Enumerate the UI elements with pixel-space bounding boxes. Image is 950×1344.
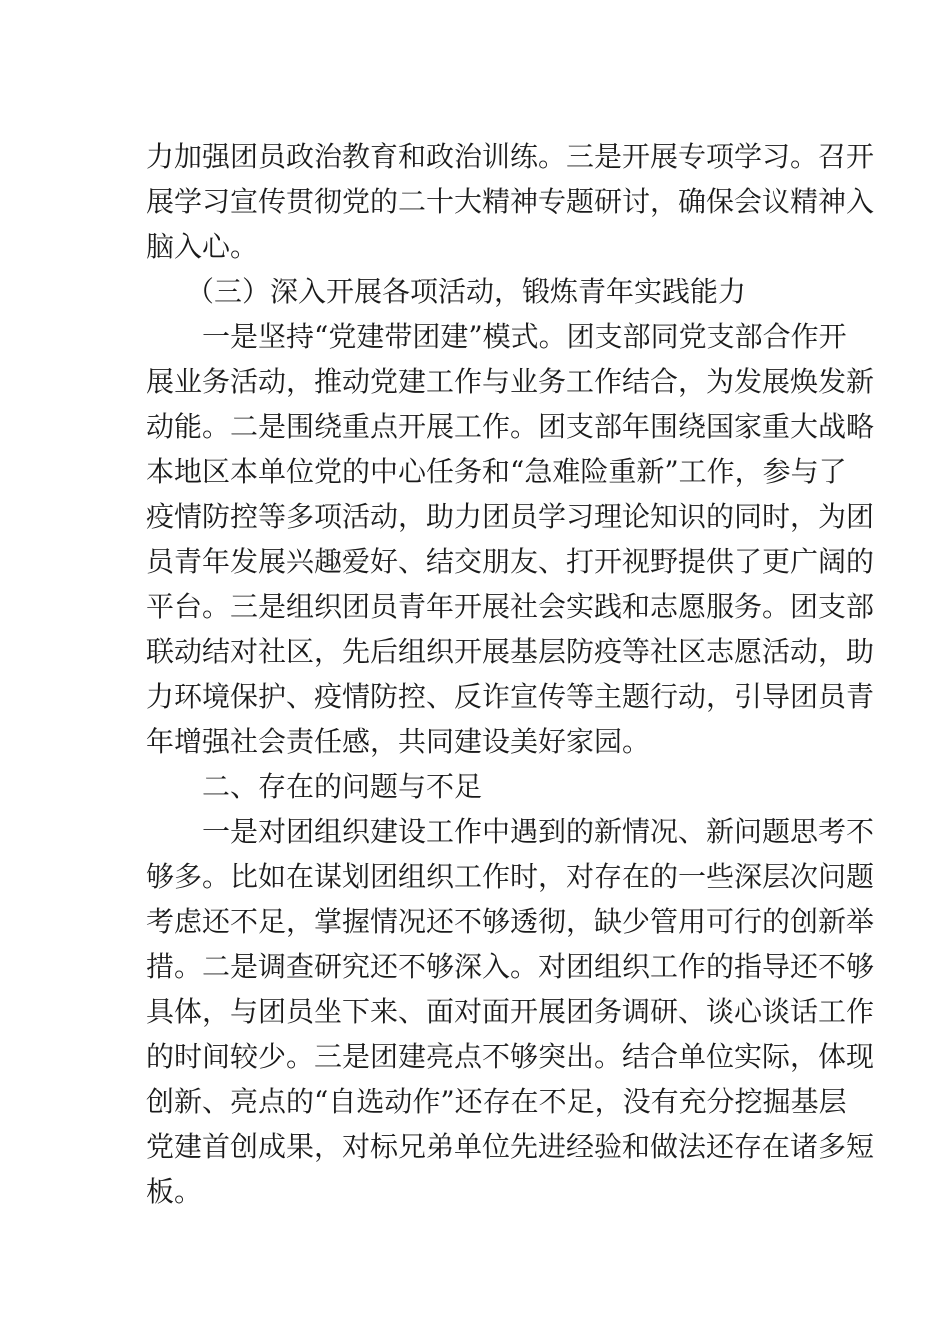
body-text-line: 力加强团员政治教育和政治训练。三是开展专项学习。召开 — [146, 140, 875, 173]
body-text-line: 平台。三是组织团员青年开展社会实践和志愿服务。团支部 — [146, 590, 875, 623]
body-text-line: 力环境保护、疫情防控、反诈宣传等主题行动，引导团员青 — [146, 680, 875, 713]
body-text-line: 疫情防控等多项活动，助力团员学习理论知识的同时，为团 — [146, 500, 875, 533]
body-text-line: 员青年发展兴趣爱好、结交朋友、打开视野提供了更广阔的 — [146, 545, 875, 578]
body-text-line: 展学习宣传贯彻党的二十大精神专题研讨，确保会议精神入 — [146, 185, 875, 218]
body-text-line: 措。二是调查研究还不够深入。对团组织工作的指导还不够 — [146, 950, 875, 983]
body-text-line: 板。 — [146, 1175, 203, 1208]
body-text-line: 动能。二是围绕重点开展工作。团支部年围绕国家重大战略 — [146, 410, 875, 443]
section-subheading: （三）深入开展各项活动，锻炼青年实践能力 — [186, 275, 747, 308]
body-text-line: 考虑还不足，掌握情况还不够透彻，缺少管用可行的创新举 — [146, 905, 875, 938]
body-text-line: 的时间较少。三是团建亮点不够突出。结合单位实际，体现 — [146, 1040, 875, 1073]
body-text-line: 年增强社会责任感，共同建设美好家园。 — [146, 725, 651, 758]
body-text-line: 展业务活动，推动党建工作与业务工作结合，为发展焕发新 — [146, 365, 875, 398]
body-text-line: 够多。比如在谋划团组织工作时，对存在的一些深层次问题 — [146, 860, 875, 893]
body-text-line: 脑入心。 — [146, 230, 259, 263]
body-text-line: 创新、亮点的“自选动作”还存在不足，没有充分挖掘基层 — [146, 1085, 847, 1118]
paragraph-first-line: 一是对团组织建设工作中遇到的新情况、新问题思考不 — [202, 815, 875, 848]
body-text-line: 本地区本单位党的中心任务和“急难险重新”工作，参与了 — [146, 455, 847, 488]
body-text-line: 党建首创成果，对标兄弟单位先进经验和做法还存在诸多短 — [146, 1130, 875, 1163]
body-text-line: 联动结对社区，先后组织开展基层防疫等社区志愿活动，助 — [146, 635, 875, 668]
paragraph-first-line: 一是坚持“党建带团建”模式。团支部同党支部合作开 — [202, 320, 847, 353]
body-text-line: 具体，与团员坐下来、面对面开展团务调研、谈心谈话工作 — [146, 995, 875, 1028]
section-heading: 二、存在的问题与不足 — [202, 770, 483, 803]
